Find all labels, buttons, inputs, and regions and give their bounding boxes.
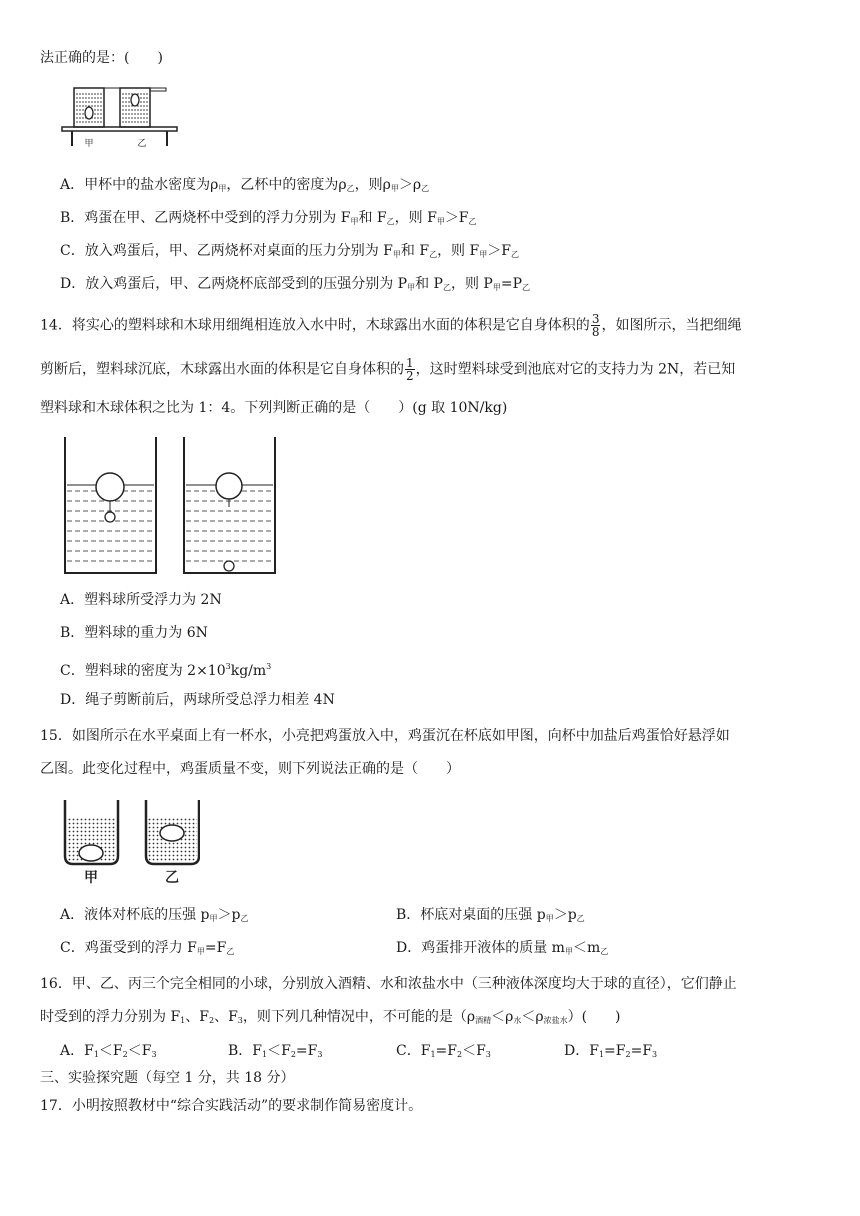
q13-option-a: A．甲杯中的盐水密度为$\rho_甲$，乙杯中的密度为$\rho_乙$，则$\rho_甲>\rho_乙$ bbox=[60, 177, 430, 193]
q14-figure bbox=[60, 435, 280, 580]
section-3-heading: 三、实验探究题（每空 1 分，共 18 分） bbox=[40, 1070, 295, 1086]
q15-figure bbox=[60, 798, 200, 888]
q15-option-c: C．鸡蛋受到的浮力 $F_甲=F_乙$ bbox=[60, 940, 235, 956]
q14-line-1: 14．将实心的塑料球和木球用细绳相连放入水中时，木球露出水面的体积是它自身体积的 $\frac{3}{8}$ ，如图所示，当把细绳 bbox=[40, 312, 742, 339]
q16-option-a: A．$F_1<F_2<F_3$ bbox=[60, 1043, 157, 1059]
q15-fig-label-yi: 乙 bbox=[165, 870, 179, 886]
q14-option-b: B．塑料球的重力为 6N bbox=[60, 625, 208, 641]
q13-stem-tail: 法正确的是：( ) bbox=[40, 50, 163, 66]
q14-option-a: A．塑料球所受浮力为 2N bbox=[60, 592, 222, 608]
q15-option-a: A．液体对杯底的压强 $p_甲>p_乙$ bbox=[60, 907, 249, 923]
q14-fraction-3-8: $\frac{3}{8}$ bbox=[591, 312, 600, 339]
q15-option-b: B．杯底对桌面的压强 $p_甲>p_乙$ bbox=[396, 907, 585, 923]
q16-option-b: B．$F_1<F_2=F_3$ bbox=[228, 1043, 323, 1059]
q14-line-3: 塑料球和木球体积之比为 1：4。下列判断正确的是（ ）(g 取 10N/kg) bbox=[40, 400, 508, 416]
q16-line-2: 时受到的浮力分别为 $F_1$、$F_2$、$F_3$，则下列几种情况中，不可能的是$(\rho_{酒精}<\rho_水<\rho_{浓盐水})$( ) bbox=[40, 1009, 621, 1025]
q14-option-d: D．绳子剪断前后，两球所受总浮力相差 4N bbox=[60, 692, 335, 708]
q13-option-d: D．放入鸡蛋后，甲、乙两烧杯底部受到的压强分别为 $P_甲$和 $P_乙$，则 $P_甲=P_乙$ bbox=[60, 276, 531, 292]
q16-option-d: D．$F_1=F_2=F_3$ bbox=[564, 1043, 658, 1059]
q13-fig-label-jia: 甲 bbox=[84, 139, 94, 149]
q13-option-b: B．鸡蛋在甲、乙两烧杯中受到的浮力分别为 $F_甲$和 $F_乙$，则 $F_甲>F_乙$ bbox=[60, 210, 477, 226]
q13-option-c: C．放入鸡蛋后，甲、乙两烧杯对桌面的压力分别为 $F_甲$和 $F_乙$，则 $F_甲>F_乙$ bbox=[60, 243, 519, 259]
q15-line-2: 乙图。此变化过程中，鸡蛋质量不变，则下列说法正确的是（ ） bbox=[40, 761, 460, 777]
q14-option-c: C．塑料球的密度为 $2\times 10^3kg/m^3$ bbox=[60, 662, 272, 679]
q15-option-d: D．鸡蛋排开液体的质量 $m_甲<m_乙$ bbox=[396, 940, 609, 956]
q17-stem: 17．小明按照教材中“综合实践活动”的要求制作简易密度计。 bbox=[40, 1098, 423, 1114]
q16-line-1: 16．甲、乙、丙三个完全相同的小球，分别放入酒精、水和浓盐水中（三种液体深度均大于球的直径），它们静止 bbox=[40, 976, 737, 992]
q13-fig-label-yi: 乙 bbox=[137, 139, 147, 149]
q14-fraction-1-2: $\frac{1}{2}$ bbox=[406, 356, 414, 383]
q13-figure bbox=[60, 80, 180, 150]
q15-line-1: 15．如图所示在水平桌面上有一杯水，小亮把鸡蛋放入中，鸡蛋沉在杯底如甲图，向杯中加盐后鸡蛋恰好悬浮如 bbox=[40, 728, 730, 744]
q14-line-2: 剪断后，塑料球沉底，木球露出水面的体积是它自身体积的 $\frac{1}{2}$ ，这时塑料球受到池底对它的支持力为 2N，若已知 bbox=[40, 356, 736, 383]
q16-option-c: C．$F_1=F_2<F_3$ bbox=[396, 1043, 491, 1059]
q15-fig-label-jia: 甲 bbox=[84, 870, 98, 886]
